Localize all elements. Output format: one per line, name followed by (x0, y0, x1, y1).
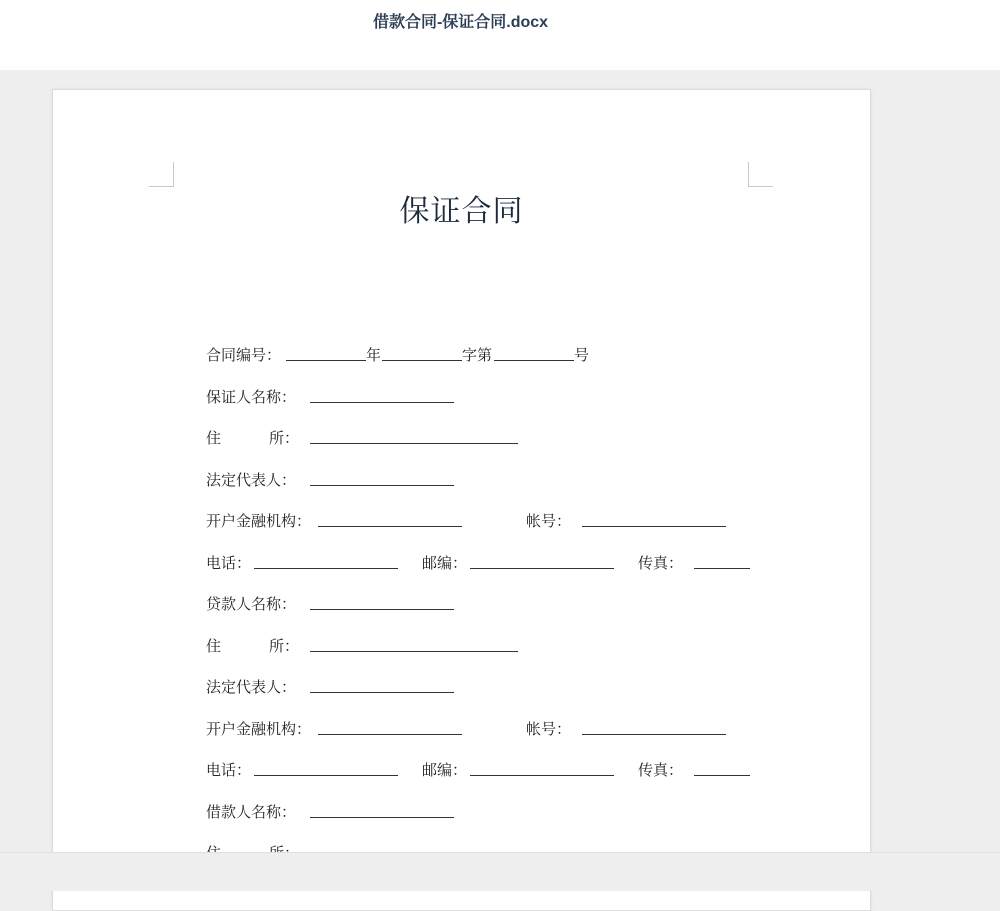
lender-name-line (206, 592, 526, 616)
guarantor-address-label-part2: 所： (269, 429, 300, 447)
lender-phone-blank (254, 775, 398, 776)
guarantor-postcode-label: 邮编： (422, 554, 468, 572)
guarantor-rep-label: 法定代表人： (206, 471, 297, 489)
lender-rep-blank (310, 692, 454, 693)
guarantor-address-label-part1: 住 (206, 429, 222, 447)
guarantor-address-blank (310, 443, 518, 444)
hao-label: 号 (574, 346, 590, 364)
lender-fax-label: 传真： (638, 761, 684, 779)
document-page (52, 89, 871, 911)
lender-postcode-label: 邮编： (422, 761, 468, 779)
lender-phone-label: 电话： (206, 761, 252, 779)
guarantor-account-blank (582, 526, 726, 527)
borrower-name-label: 借款人名称： (206, 803, 297, 821)
lender-address-line (206, 634, 586, 658)
borrower-name-blank (310, 817, 454, 818)
year-blank (382, 360, 462, 361)
guarantor-bank-line (206, 509, 766, 533)
lender-fax-blank (694, 775, 750, 776)
guarantor-bank-blank (318, 526, 462, 527)
contract-number-label: 合同编号： (206, 346, 282, 364)
year-label: 年 (366, 346, 382, 364)
guarantor-contact-line (206, 551, 806, 575)
lender-rep-label: 法定代表人： (206, 678, 297, 696)
lender-address-label-part1: 住 (206, 637, 222, 655)
guarantor-fax-label: 传真： (638, 554, 684, 572)
lender-bank-line (206, 717, 766, 741)
contract-number-blank (286, 360, 366, 361)
guarantor-phone-blank (254, 568, 398, 569)
lender-contact-line (206, 758, 806, 782)
lender-bank-blank (318, 734, 462, 735)
lender-account-blank (582, 734, 726, 735)
borrower-name-line (206, 800, 526, 824)
lender-rep-line (206, 675, 526, 699)
lender-name-blank (310, 609, 454, 610)
lender-address-label-part2: 所： (269, 637, 300, 655)
guarantor-bank-label: 开户金融机构： (206, 512, 312, 530)
status-bar (0, 852, 1000, 891)
crop-mark-top-left (149, 162, 174, 187)
lender-account-label: 帐号： (526, 720, 572, 738)
lender-name-label: 贷款人名称： (206, 595, 297, 613)
guarantor-rep-blank (310, 485, 454, 486)
zi-di-label: 字第 (462, 346, 493, 364)
guarantor-rep-line (206, 468, 526, 492)
title-bar (0, 0, 1000, 70)
guarantor-postcode-blank (470, 568, 614, 569)
document-title: 借款合同-保证合同.docx (372, 14, 549, 31)
crop-mark-top-right (748, 162, 773, 187)
lender-bank-label: 开户金融机构： (206, 720, 312, 738)
document-viewer[interactable] (0, 70, 1000, 852)
lender-address-blank (310, 651, 518, 652)
guarantor-name-blank (310, 402, 454, 403)
guarantor-name-line (206, 385, 526, 409)
serial-blank (494, 360, 574, 361)
guarantor-name-label: 保证人名称： (206, 388, 297, 406)
document-heading: 保证合同 (399, 194, 524, 229)
guarantor-phone-label: 电话： (206, 554, 252, 572)
contract-number-line (206, 343, 626, 367)
guarantor-account-label: 帐号： (526, 512, 572, 530)
guarantor-fax-blank (694, 568, 750, 569)
guarantor-address-line (206, 426, 586, 450)
lender-postcode-blank (470, 775, 614, 776)
